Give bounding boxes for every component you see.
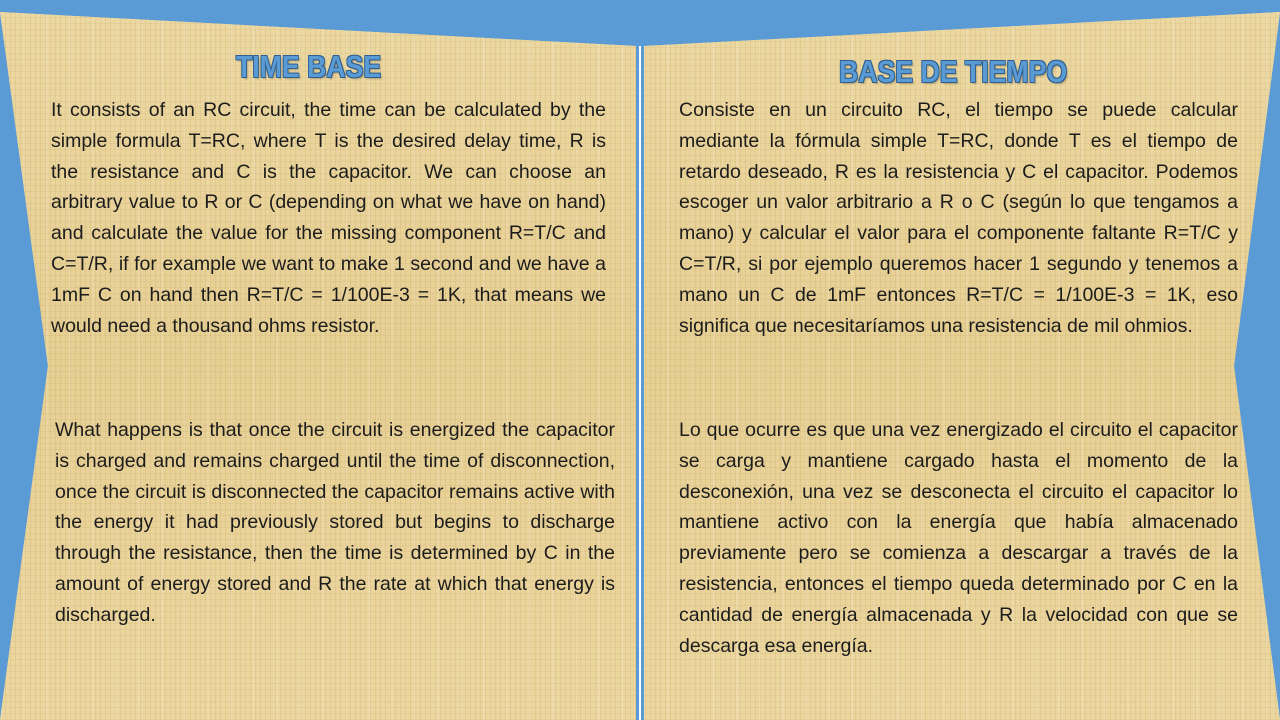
right-paragraph-2: Lo que ocurre es que una vez energizado el circuito el capacitor se carga y mantiene cargado hasta el momento de la desconexión, una vez se desconecta el circuito el capacitor lo mantiene activo con la energía que había almacenado previamente pero se comienza a descargar a través de la resistencia, entonces el tiempo queda determinado por C en la cantidad de energía almacenada y R la velocidad con que se descarga esa energía. bbox=[679, 419, 1238, 657]
right-page-title: BASE DE TIEMPO bbox=[839, 54, 1068, 89]
page-divider bbox=[639, 46, 641, 720]
left-paragraph-1: It consists of an RC circuit, the time can be calculated by the simple formula T=RC, where T is the desired delay time, R is the resistance and C is the capacitor. We can choose an arbitrary value to R or C (depending on what we have on hand) and calculate the value for the missing component R=T/C and C=T/R, if for example we want to make 1 second and we have a 1mF C on hand then R=T/C = 1/100E-3 = 1K, that means we would need a thousand ohms resistor. bbox=[51, 99, 606, 337]
right-paragraph-1: Consiste en un circuito RC, el tiempo se puede calcular mediante la fórmula simple T=RC, donde T es el tiempo de retardo deseado, R es la resistencia y C el capacitor. Podemos escoger un valor arbitrario a R o C (según lo que tengamos a mano) y calcular el valor para el componente faltante R=T/C y C=T/R, si por ejemplo queremos hacer 1 segundo y tenemos a mano un C de 1mF entonces R=T/C = 1/100E-3 = 1K, eso significa que necesitaríamos una resistencia de mil ohmios. bbox=[679, 99, 1238, 337]
left-page-title: TIME BASE bbox=[236, 49, 382, 84]
left-paragraph-2: What happens is that once the circuit is energized the capacitor is charged and remains charged until the time of disconnection, once the circuit is disconnected the capacitor remains active with the energy it had previously stored but begins to discharge through the resistance, then the time is determined by C in the amount of energy stored and R the rate at which that energy is discharged. bbox=[55, 419, 615, 626]
